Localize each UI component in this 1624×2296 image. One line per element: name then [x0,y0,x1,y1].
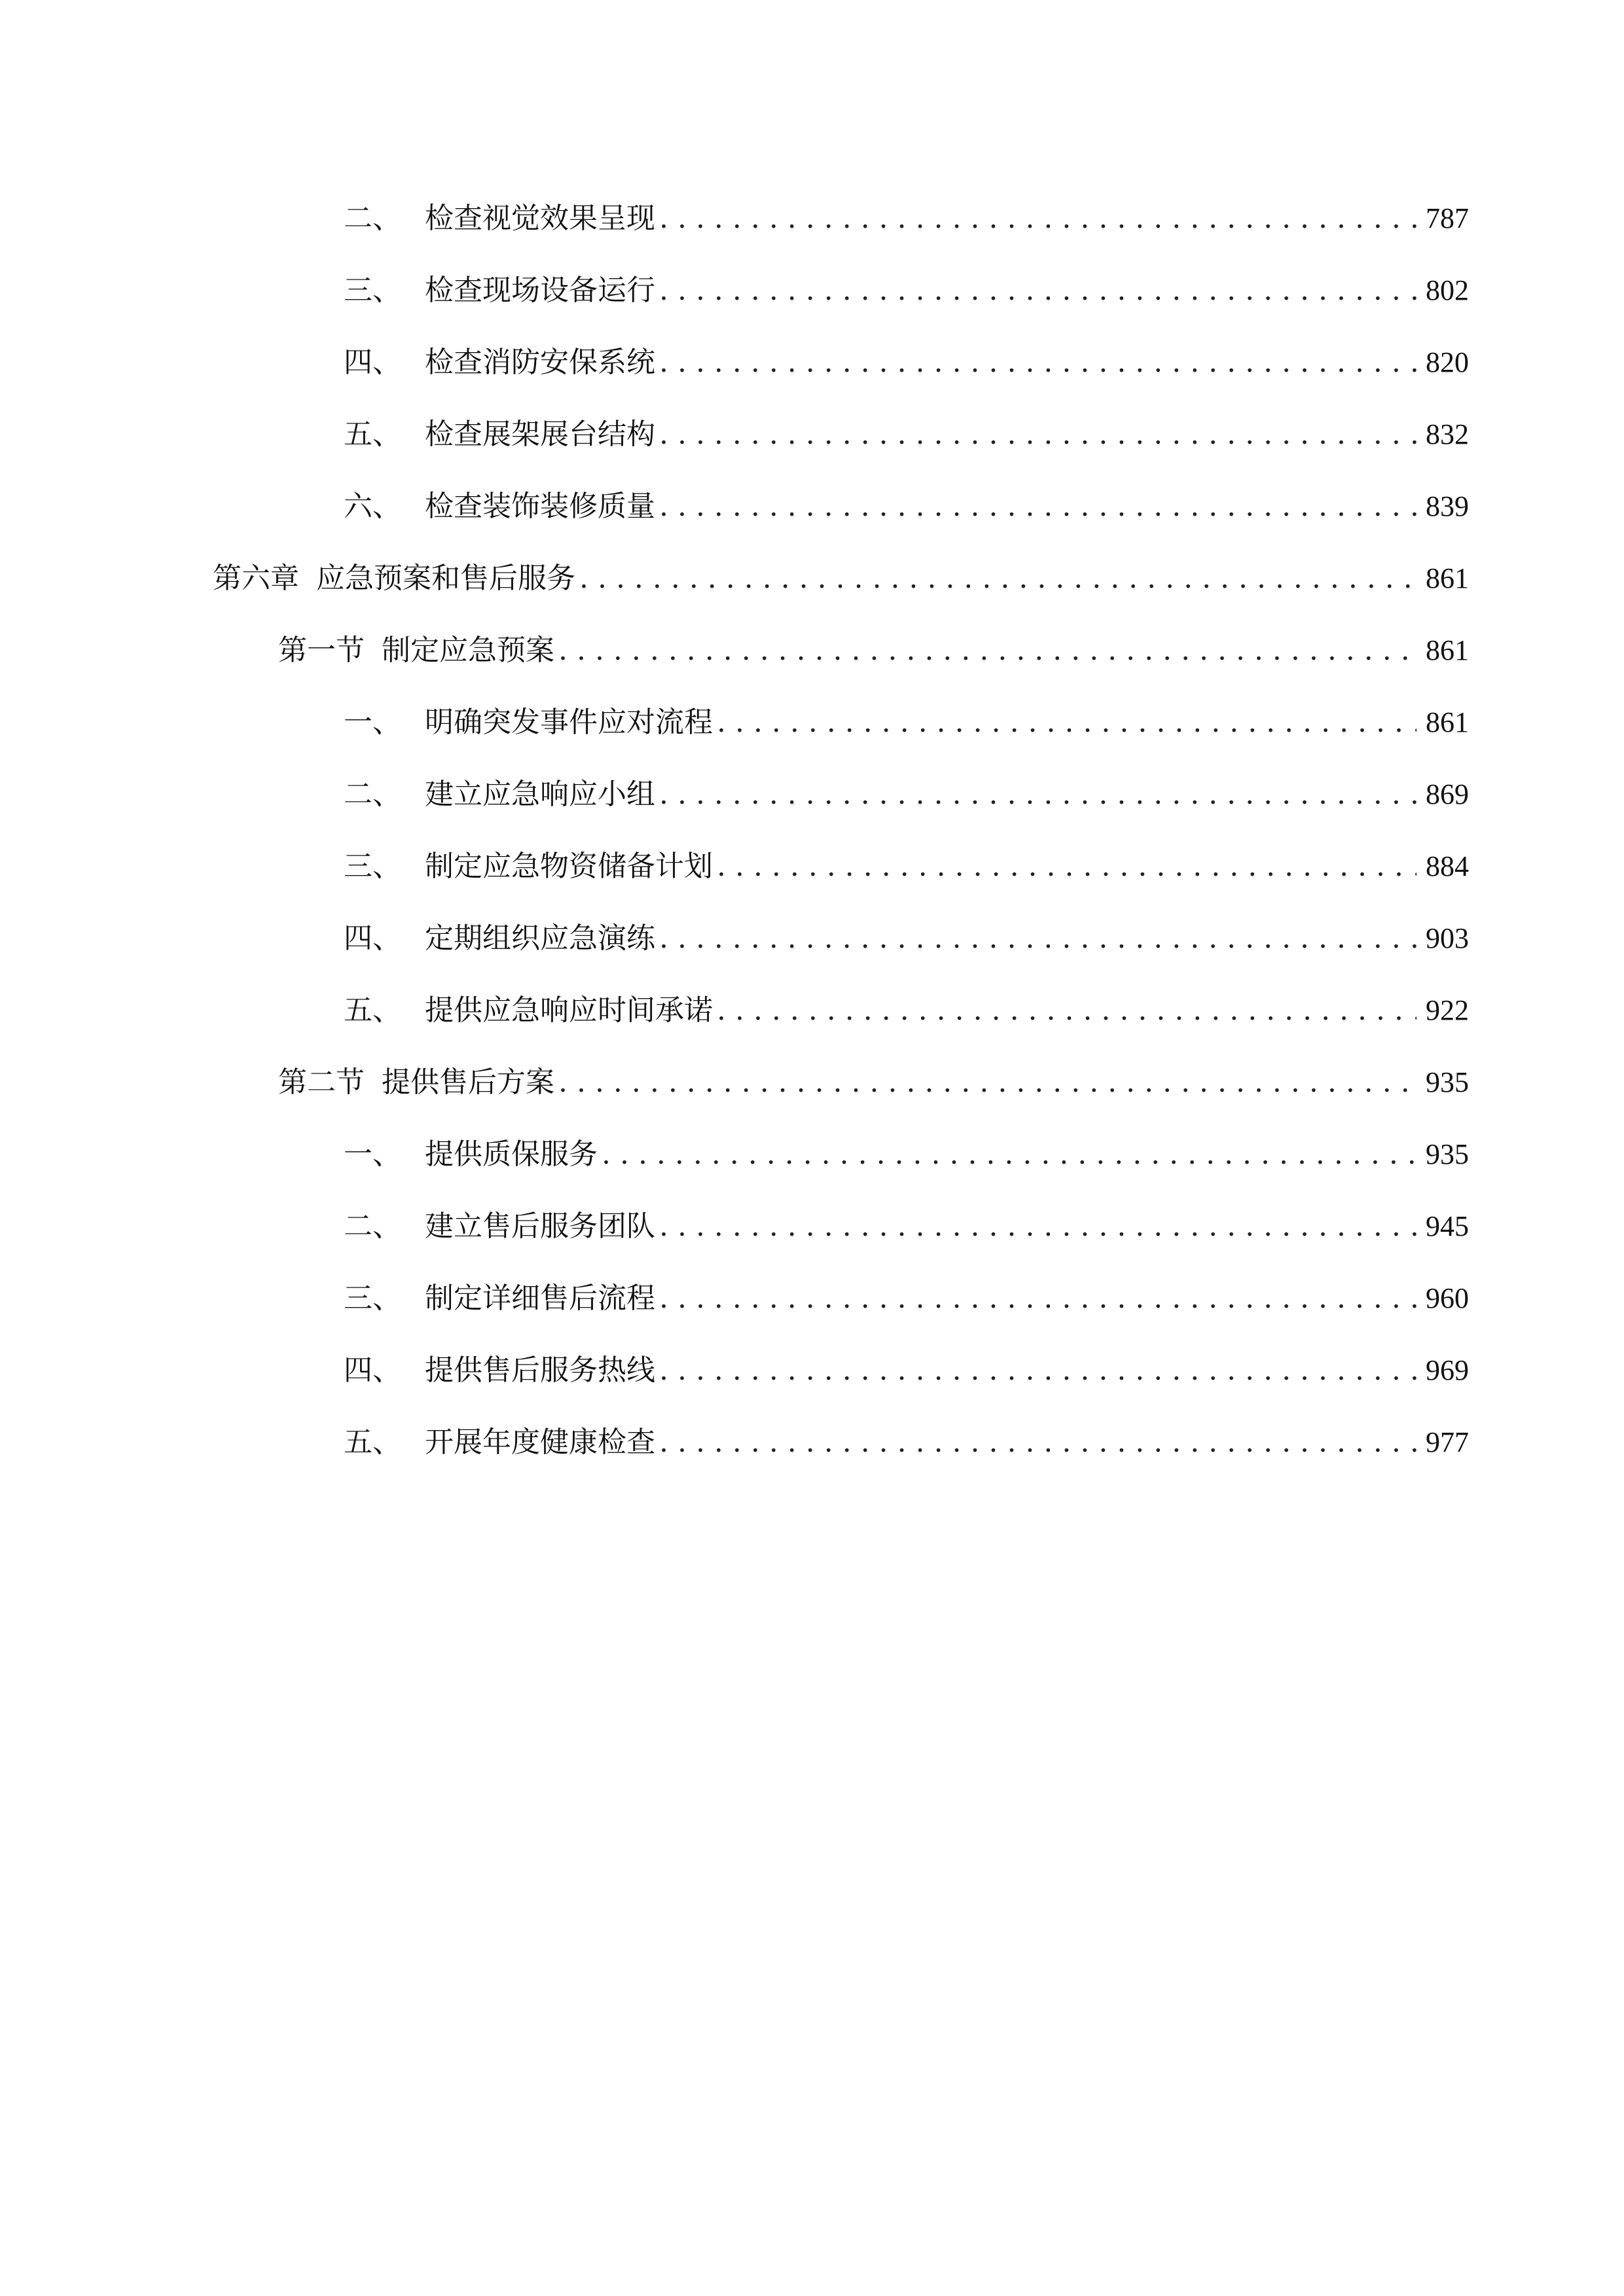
toc-entry-number: 五、 [344,418,401,451]
toc-entry-page: 861 [1426,706,1469,738]
toc-entry-title: 建立应急响应小组 [425,778,655,811]
toc-entry[interactable] [344,990,1469,1031]
toc-entry-page: 922 [1426,994,1469,1026]
dot-leader [659,198,1416,240]
toc-entry-number: 二、 [344,1210,401,1243]
toc-entry-page: 969 [1426,1354,1469,1386]
toc-section-entry[interactable] [278,630,1469,672]
toc-chapter-page: 861 [1426,562,1469,594]
toc-entry[interactable] [344,846,1469,888]
dot-leader [602,1134,1416,1175]
toc-entry-title: 提供售后服务热线 [425,1354,655,1387]
toc-section-number: 第二节 [278,1066,365,1099]
toc-section-number: 第一节 [278,634,365,667]
toc-entry-title: 制定应急物资储备计划 [425,850,713,883]
toc-entry-title: 提供应急响应时间承诺 [425,994,713,1027]
toc-chapter-title: 应急预案和售后服务 [316,562,575,595]
toc-entry[interactable] [344,1206,1469,1247]
dot-leader [717,990,1416,1031]
toc-entry-title: 开展年度健康检查 [425,1426,655,1459]
toc-entry[interactable] [344,414,1469,456]
toc-entry[interactable] [344,702,1469,744]
toc-entry[interactable] [344,1278,1469,1319]
toc-entry-number: 五、 [344,1426,401,1459]
dot-leader [659,774,1416,816]
toc-entry-page: 820 [1426,346,1469,378]
toc-entry[interactable] [344,270,1469,312]
toc-entry-page: 832 [1426,418,1469,450]
toc-chapter-number: 第六章 [213,562,299,595]
dot-leader [659,918,1416,960]
toc-entry-number: 三、 [344,274,401,307]
toc-entry-number: 五、 [344,994,401,1027]
dot-leader [659,1422,1416,1463]
dot-leader [579,558,1416,600]
toc-entry-number: 一、 [344,706,401,739]
toc-entry-title: 检查现场设备运行 [425,274,655,307]
toc-entry-title: 提供质保服务 [425,1138,598,1171]
toc-entry[interactable] [344,198,1469,240]
toc-entry-number: 六、 [344,490,401,523]
toc-entry[interactable] [344,486,1469,528]
toc-section-title: 制定应急预案 [382,634,554,667]
toc-entry-number: 四、 [344,346,401,379]
toc-entry-title: 定期组织应急演练 [425,922,655,955]
toc-section-entry[interactable] [278,1062,1469,1103]
dot-leader [659,342,1416,384]
toc-entry-title: 检查视觉效果呈现 [425,202,655,235]
toc-entry-number: 二、 [344,202,401,235]
toc-entry-page: 802 [1426,274,1469,306]
toc-section-title: 提供售后方案 [382,1066,554,1099]
toc-entry[interactable] [344,774,1469,816]
dot-leader [659,486,1416,528]
dot-leader [558,630,1416,672]
toc-entry-number: 三、 [344,850,401,883]
toc-entry-page: 945 [1426,1210,1469,1242]
dot-leader [558,1062,1416,1103]
dot-leader [717,846,1416,888]
toc-entry-title: 检查展架展台结构 [425,418,655,451]
toc-entry-number: 四、 [344,922,401,955]
dot-leader [659,270,1416,312]
toc-entry-title: 明确突发事件应对流程 [425,706,713,739]
toc-entry-title: 检查装饰装修质量 [425,490,655,523]
toc-entry-page: 869 [1426,778,1469,810]
toc-entry[interactable] [344,342,1469,384]
dot-leader [659,1206,1416,1247]
toc-entry-number: 三、 [344,1282,401,1315]
toc-entry-page: 884 [1426,850,1469,882]
dot-leader [659,1350,1416,1391]
toc-entry-page: 960 [1426,1282,1469,1314]
toc-section-page: 861 [1426,634,1469,666]
toc-entry-page: 977 [1426,1426,1469,1458]
toc-entry[interactable] [344,1134,1469,1175]
toc-entry-page: 839 [1426,490,1469,522]
toc-entry-number: 二、 [344,778,401,811]
toc-entry-title: 制定详细售后流程 [425,1282,655,1315]
toc-entry-title: 建立售后服务团队 [425,1210,655,1243]
dot-leader [659,414,1416,456]
toc-entry-title: 检查消防安保系统 [425,346,655,379]
toc-entry[interactable] [344,918,1469,960]
toc-chapter-entry[interactable] [213,558,1469,600]
toc-entry-page: 787 [1426,202,1469,234]
toc-section-page: 935 [1426,1066,1469,1098]
toc-entry-page: 903 [1426,922,1469,954]
toc-entry-page: 935 [1426,1138,1469,1170]
dot-leader [659,1278,1416,1319]
toc-entry-number: 四、 [344,1354,401,1387]
toc-entry[interactable] [344,1350,1469,1391]
toc-entry-number: 一、 [344,1138,401,1171]
toc-entry[interactable] [344,1422,1469,1463]
dot-leader [717,702,1416,744]
